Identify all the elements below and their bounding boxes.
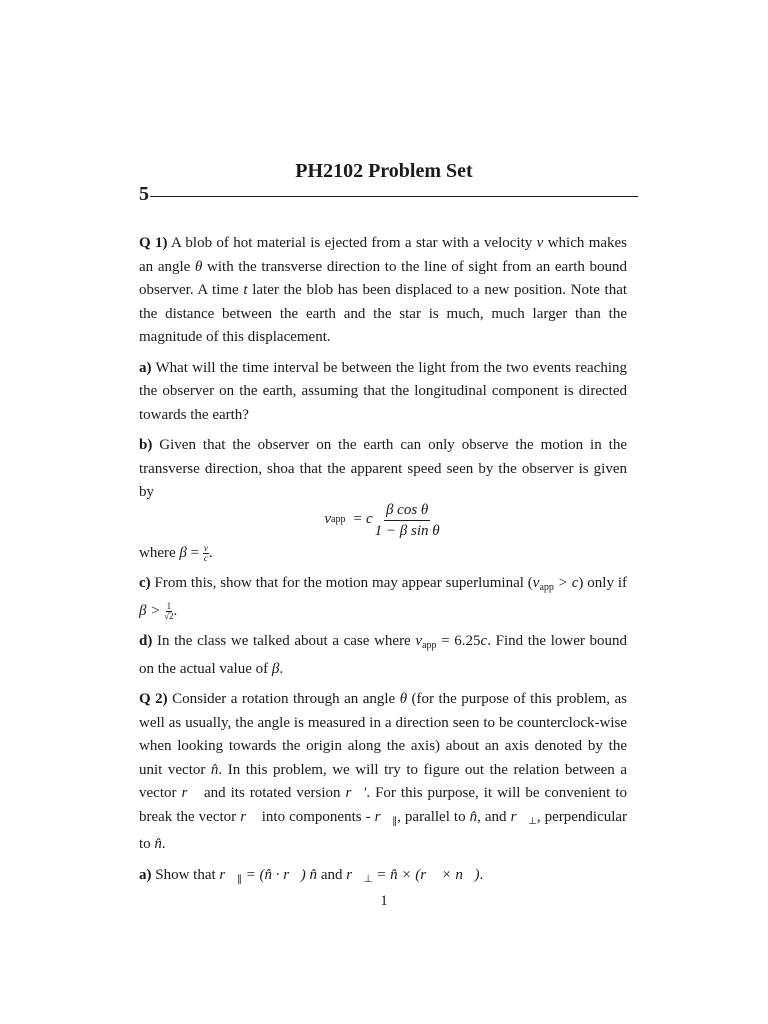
q2-label: Q 2) (139, 691, 168, 707)
math-t: t (243, 282, 248, 298)
math-r-vec: r⃗ (346, 866, 364, 883)
q1a-label: a) (139, 359, 152, 376)
q2-text: , and (477, 808, 507, 825)
math-r-vec: r⃗ (181, 785, 199, 801)
subscript-parallel: ∥ (392, 815, 398, 827)
q2-text: and its rotated version (203, 785, 341, 801)
q2a-label: a) (139, 866, 152, 883)
q1b (139, 434, 627, 505)
q1d-text: In the class we talked about a case where (157, 633, 411, 649)
subscript-perp: ⊥ (363, 873, 373, 885)
q2a-text: Show that (155, 866, 216, 883)
math-c: c (365, 511, 373, 528)
q1-text: later the blob has been displaced to a new position. Note that the distance between the earth and the star is much, much larger than the magnitude of this displacement. (139, 282, 628, 345)
period: . (173, 602, 178, 619)
period: . (279, 660, 284, 677)
math-n-hat: n̂ (469, 808, 478, 825)
subscript-parallel: ∥ (236, 873, 242, 885)
q1a (139, 357, 627, 428)
q1c-text: only if (587, 575, 627, 591)
q1d-label: d) (139, 633, 153, 649)
subscript-app: app (331, 514, 346, 526)
q2-text: Consider a rotation through an angle (172, 691, 396, 707)
math-r-vec: r⃗ (240, 808, 258, 825)
period: . (161, 836, 166, 852)
math-r-vec: r⃗ (219, 866, 237, 883)
q2-intro (139, 688, 627, 857)
math-theta: θ (194, 258, 203, 275)
q1-text: which makes an angle (139, 235, 628, 275)
q2-text: , (536, 808, 541, 825)
q2-text: (for the purpose of this problem, as well as usually, the angle is measured in a direction seen to be counterclock-wise when looking towards the origin along the axis) about an axis denoted by the unit vector (139, 691, 628, 778)
fraction-numerator: 1 (166, 600, 172, 611)
q2-text: . For this purpose, it will be convenient to break the vector (139, 785, 628, 825)
subscript-app: app (422, 640, 437, 651)
beta-definition (139, 542, 627, 566)
math-r-prime: r⃗′ (345, 785, 367, 801)
q2a (139, 864, 627, 892)
period: . (208, 544, 213, 561)
math-v: v (536, 235, 544, 251)
q2-text: into components - (261, 808, 371, 825)
math-equals: = (353, 511, 362, 528)
fraction-denominator: 1 − β sin θ (374, 522, 440, 539)
document-body (139, 232, 627, 898)
math-n-hat: n̂ (210, 761, 219, 778)
fraction-denominator: c (203, 552, 208, 563)
q1-text: A blob of hot material is ejected from a star with a velocity (171, 235, 533, 251)
title-rule (150, 196, 638, 197)
math-beta: β (179, 544, 187, 561)
v-app-equation (139, 501, 627, 540)
q1-label: Q 1) (139, 235, 168, 251)
math-beta: β > (139, 602, 161, 619)
math-r-vec: r⃗ (374, 808, 393, 825)
q1d (139, 630, 627, 681)
math-gt-c: > c (557, 575, 579, 591)
problem-set-number: 5 (139, 183, 149, 205)
subscript-app: app (539, 582, 554, 593)
q1c-label: c) (139, 575, 151, 591)
math-n-hat: n̂ (154, 836, 162, 852)
q1-intro (139, 232, 627, 350)
q1c (139, 572, 627, 623)
q2-text: , parallel to (397, 808, 466, 825)
page-number: 1 (380, 893, 388, 909)
q1b-text: Given that the observer on the earth can only observe the motion in the transverse direction, shoa that the apparent speed seen by the observer is given by (139, 437, 628, 500)
document-title: PH2102 Problem Set (295, 160, 473, 182)
math-expression: = n̂ × (r⃗ × n⃗) (376, 866, 480, 883)
inv-sqrt2-fraction (164, 602, 173, 621)
q1b-label: b) (139, 437, 153, 453)
v-app-fraction (373, 501, 442, 540)
math-v: v (415, 633, 423, 649)
math-value: = 6.25 (441, 633, 481, 649)
q1c-text: From this, show that for the motion may appear superluminal ( (154, 575, 533, 591)
where-text: where (139, 544, 176, 561)
math-expression: = (n̂ · r⃗) n̂ (245, 866, 318, 883)
math-v: v (324, 511, 332, 528)
math-beta: β (271, 660, 280, 677)
q1c-text: ) (578, 575, 584, 591)
fraction-denominator: √2 (164, 610, 174, 621)
q1-text: with the transverse direction to the line of sight from an earth bound observer. A time (139, 258, 628, 298)
period: . (479, 866, 484, 883)
math-theta: θ (399, 691, 408, 707)
fraction-numerator: β cos θ (384, 501, 430, 521)
q1d-text: . Find the lower bound on the actual value of (139, 633, 628, 677)
fraction-numerator: v (203, 542, 208, 553)
math-v: v (532, 575, 540, 591)
q2-text: perpendicular to (139, 808, 628, 852)
math-equals: = (190, 544, 200, 561)
q2a-text: and (320, 866, 343, 883)
math-r-vec: r⃗ (510, 808, 529, 825)
subscript-perp: ⊥ (528, 815, 537, 827)
math-c: c (480, 633, 488, 649)
q1a-text: What will the time interval be between the light from the two events reaching the observer on the earth, assuming that the longitudinal component is directed towards the earth? (139, 359, 628, 423)
q2-text: . In this problem, we will try to figure out the relation between a vector (139, 761, 627, 801)
